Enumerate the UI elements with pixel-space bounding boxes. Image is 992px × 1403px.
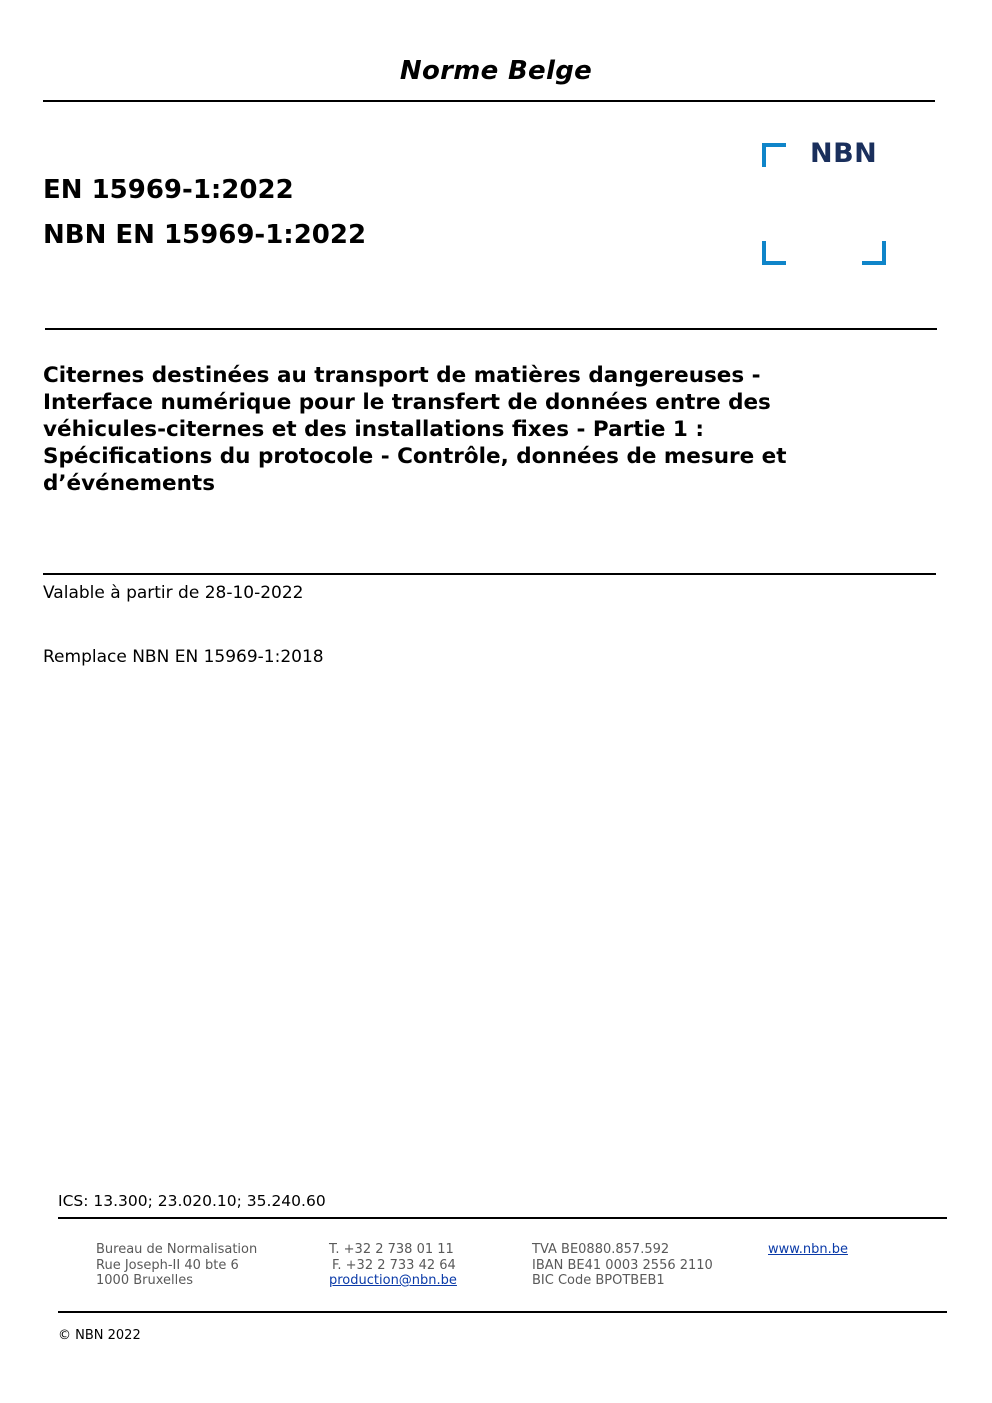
- address-line: Rue Joseph-II 40 bte 6: [96, 1257, 239, 1273]
- title-line: Spécifications du protocole - Contrôle, données de mesure et: [43, 444, 787, 469]
- fax-number: F. +32 2 733 42 64: [332, 1257, 456, 1273]
- title-top-divider: [45, 328, 937, 330]
- copyright-notice: © NBN 2022: [58, 1328, 141, 1343]
- footer-web: [768, 1242, 848, 1258]
- nbn-logo: [762, 140, 886, 264]
- footer-contact: [329, 1242, 457, 1289]
- address-line: Bureau de Normalisation: [96, 1242, 258, 1257]
- vat-number: TVA BE0880.857.592: [532, 1242, 670, 1257]
- address-line: 1000 Bruxelles: [96, 1273, 194, 1288]
- website-link[interactable]: www.nbn.be: [768, 1242, 848, 1257]
- en-standard-number: EN 15969-1:2022: [43, 175, 294, 205]
- header-divider: [43, 100, 935, 102]
- title-line: d’événements: [43, 471, 215, 496]
- validity-date: Valable à partir de 28-10-2022: [43, 583, 304, 603]
- footer-address: [96, 1242, 257, 1289]
- replaces-standard: Remplace NBN EN 15969-1:2018: [43, 647, 324, 667]
- ics-codes: ICS: 13.300; 23.020.10; 35.240.60: [58, 1192, 326, 1210]
- phone-number: T. +32 2 738 01 11: [329, 1242, 454, 1257]
- bic-code: BIC Code BPOTBEB1: [532, 1273, 665, 1288]
- footer-bottom-divider: [58, 1311, 947, 1313]
- logo-corner-bottom-left: [762, 241, 786, 265]
- footer-top-divider: [58, 1217, 947, 1219]
- logo-text: NBN: [810, 138, 878, 169]
- footer-bank: [532, 1242, 713, 1289]
- logo-corner-bottom-right: [862, 241, 886, 265]
- logo-corner-top-left: [762, 143, 786, 167]
- nbn-standard-number: NBN EN 15969-1:2022: [43, 220, 367, 250]
- title-bottom-divider: [43, 573, 936, 575]
- email-link[interactable]: production@nbn.be: [329, 1273, 457, 1288]
- title-line: Interface numérique pour le transfert de données entre des: [43, 390, 771, 415]
- title-line: véhicules-citernes et des installations fixes - Partie 1 :: [43, 417, 704, 442]
- header-title: Norme Belge: [399, 56, 593, 86]
- title-line: Citernes destinées au transport de matières dangereuses -: [43, 363, 761, 388]
- document-title: [43, 362, 923, 497]
- iban-number: IBAN BE41 0003 2556 2110: [532, 1257, 713, 1273]
